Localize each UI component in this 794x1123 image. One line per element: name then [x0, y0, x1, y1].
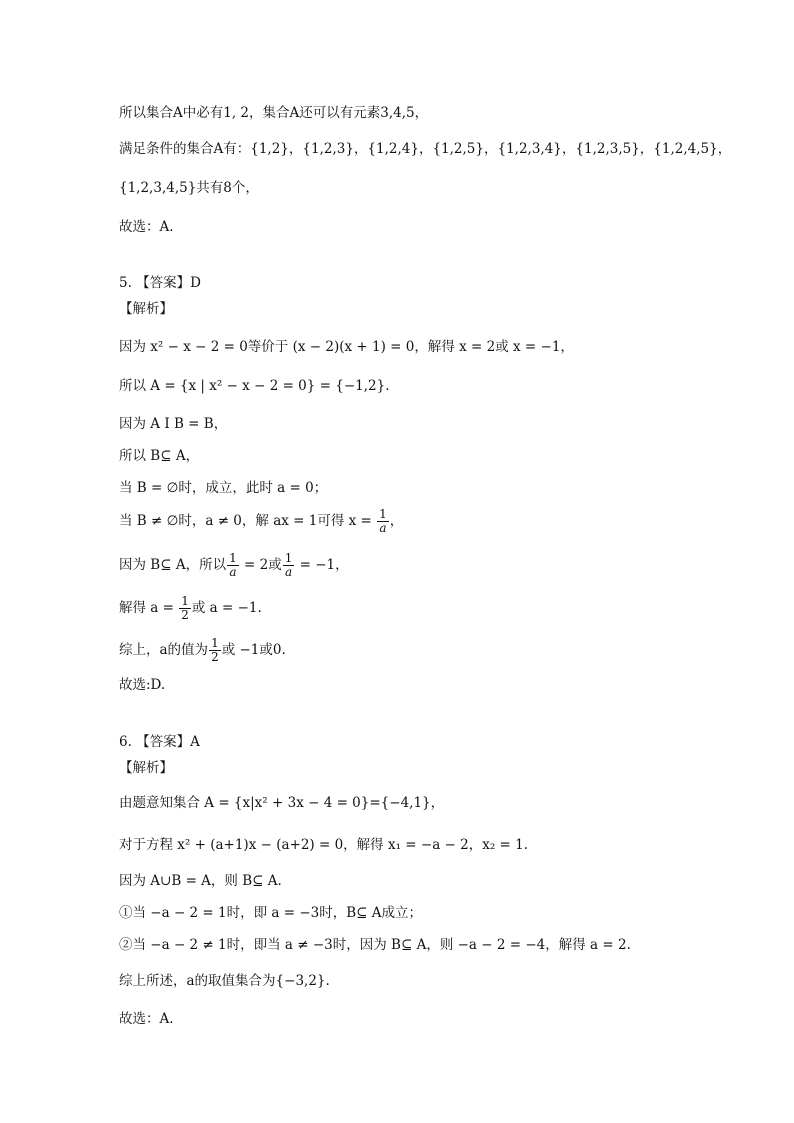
line-8: 所以 A = {x | x² − x − 2 = 0} = {−1,2}.	[119, 378, 390, 394]
line-20: 对于方程 x² + (a+1)x − (a+2) = 0，解得 x₁ = −a − 2，x₂ = 1.	[119, 837, 529, 853]
line-15: 综上，a的值为 $\frac{1}{2}$ 或 −1或0.	[119, 636, 286, 664]
line-21: 因为 A∪B = A，则 B⊆ A.	[119, 873, 282, 889]
line-2: 满足条件的集合A有：{1,2}，{1,2,3}，{1,2,4}，{1,2,5}，{1,2,3,4}，{1,2,3,5}，{1,2,4,5}，	[119, 141, 732, 157]
line-12-text: 当 B ≠ ∅时，a ≠ 0，解 ax = 1可得 x =	[119, 513, 377, 529]
line-13: 因为 B⊆ A，所以 $\frac{1}{a}$ = 2或 $\frac{1}{a}$ = −1，	[119, 551, 349, 579]
line-23: ②当 −a − 2 ≠ 1时，即当 a ≠ −3时，因为 B⊆ A，则 −a − 2 = −4，解得 a = 2.	[119, 937, 631, 953]
line-19: 由题意知集合 A = {x|x² + 3x − 4 = 0}={−4,1}，	[119, 795, 445, 811]
line-14: 解得 a = $\frac{1}{2}$ 或 a = −1.	[119, 594, 262, 622]
fraction-one-half: $\frac{1}{2}$	[181, 594, 189, 622]
line-22: ①当 −a − 2 = 1时，即 a = −3时，B⊆ A成立；	[119, 905, 423, 921]
fraction-one-half: $\frac{1}{2}$	[211, 636, 219, 664]
analysis-6-heading: 【解析】	[119, 760, 173, 776]
line-16: 故选:D.	[119, 677, 166, 693]
line-25: 故选：A.	[119, 1011, 174, 1027]
analysis-5-heading: 【解析】	[119, 301, 173, 317]
answer-5-heading: 5. 【答案】D	[119, 275, 201, 291]
fraction-1-over-a: $\frac{1}{a}$	[379, 507, 387, 535]
line-7: 因为 x² − x − 2 = 0等价于 (x − 2)(x + 1) = 0，解得 x = 2或 x = −1，	[119, 339, 574, 355]
line-4: 故选：A.	[119, 219, 174, 235]
answer-6-heading: 6. 【答案】A	[119, 734, 200, 750]
line-3: {1,2,3,4,5}共有8个，	[119, 180, 259, 196]
fraction-1-over-a: $\frac{1}{a}$	[229, 551, 237, 579]
line-10: 所以 B⊆ A，	[119, 448, 200, 464]
line-1: 所以集合A中必有1, 2，集合A还可以有元素3,4,5，	[119, 105, 429, 121]
line-12: 当 B ≠ ∅时，a ≠ 0，解 ax = 1可得 x = $\frac{1}{a}$ ，	[119, 507, 404, 535]
fraction-1-over-a: $\frac{1}{a}$	[284, 551, 293, 579]
line-9: 因为 A I B = B，	[119, 416, 228, 432]
line-11: 当 B = ∅时，成立，此时 a = 0；	[119, 480, 328, 496]
line-24: 综上所述，a的取值集合为{−3,2}.	[119, 973, 330, 989]
